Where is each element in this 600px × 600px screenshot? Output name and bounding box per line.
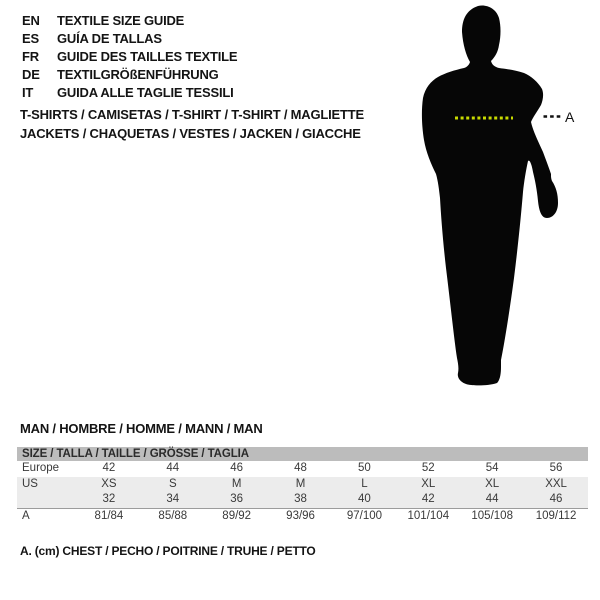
table-cell: 44	[166, 462, 180, 474]
measure-label-a: A	[565, 109, 575, 125]
language-label: GUIDA ALLE TAGLIE TESSILI	[57, 85, 234, 100]
category-line-tshirts: T-SHIRTS / CAMISETAS / T-SHIRT / T-SHIRT / MAGLIETTE	[20, 107, 364, 122]
row-label	[17, 492, 77, 508]
table-cell: M	[295, 477, 306, 490]
man-silhouette	[422, 6, 558, 386]
table-cell: 85/88	[158, 509, 188, 522]
language-row-fr	[22, 48, 237, 66]
language-row-de	[22, 66, 237, 84]
row-label: US	[22, 477, 38, 490]
table-cell: XL	[421, 477, 436, 490]
man-silhouette-figure	[400, 0, 600, 400]
row-label: A	[22, 509, 30, 522]
table-row-us	[17, 477, 588, 493]
table-cell: 38	[294, 493, 307, 505]
language-code: FR	[22, 49, 39, 64]
table-row-us-numeric	[17, 492, 588, 508]
table-cell: 54	[485, 462, 499, 474]
table-cell: 56	[549, 462, 563, 474]
table-cell: 81/84	[94, 509, 124, 522]
table-cell: 105/108	[471, 509, 513, 522]
language-code: ES	[22, 31, 39, 46]
table-cell: M	[231, 477, 242, 490]
table-row-chest-a	[17, 508, 588, 525]
category-list	[20, 106, 364, 143]
table-cell: 32	[102, 493, 116, 505]
table-cell: 52	[421, 462, 435, 474]
table-cell: XL	[485, 477, 500, 490]
table-cell: XS	[101, 477, 117, 490]
table-cell: 40	[358, 493, 371, 505]
table-cell: L	[361, 477, 368, 490]
row-label: Europe	[22, 462, 60, 474]
language-code: EN	[22, 13, 40, 28]
size-table-header: SIZE / TALLA / TAILLE / GRÖSSE / TAGLIA	[17, 447, 588, 461]
table-cell: 48	[294, 462, 307, 474]
language-label: TEXTILGRÖßENFÜHRUNG	[57, 67, 219, 82]
language-label: TEXTILE SIZE GUIDE	[57, 13, 185, 28]
language-row-en	[22, 12, 237, 30]
table-row-europe	[17, 461, 588, 477]
table-cell: 42	[102, 462, 116, 474]
table-cell: 89/92	[222, 509, 252, 522]
table-cell: 36	[230, 493, 244, 505]
table-cell: 50	[358, 462, 371, 474]
table-cell: 46	[549, 493, 563, 505]
table-cell: 46	[230, 462, 244, 474]
language-label: GUIDE DES TAILLES TEXTILE	[57, 49, 238, 64]
language-code: DE	[22, 67, 40, 82]
table-cell: 93/96	[286, 509, 315, 522]
table-cell: 101/104	[407, 509, 450, 522]
category-line-jackets: JACKETS / CHAQUETAS / VESTES / JACKEN / GIACCHE	[20, 125, 361, 141]
section-title-man: MAN / HOMBRE / HOMME / MANN / MAN	[20, 421, 263, 436]
language-list	[22, 12, 237, 102]
table-cell: 97/100	[346, 509, 383, 522]
language-row-es	[22, 30, 237, 48]
table-cell: 42	[421, 493, 435, 505]
language-label: GUÍA DE TALLAS	[57, 31, 162, 46]
chest-footnote: A. (cm) CHEST / PECHO / POITRINE / TRUHE / PETTO	[20, 544, 316, 558]
table-cell: 109/112	[535, 509, 577, 522]
size-table	[17, 447, 588, 524]
table-cell: 34	[166, 493, 180, 505]
language-row-it	[22, 84, 237, 102]
table-cell: 44	[485, 493, 499, 505]
language-code: IT	[22, 85, 34, 100]
table-cell: S	[168, 477, 177, 490]
table-cell: XXL	[545, 477, 567, 490]
